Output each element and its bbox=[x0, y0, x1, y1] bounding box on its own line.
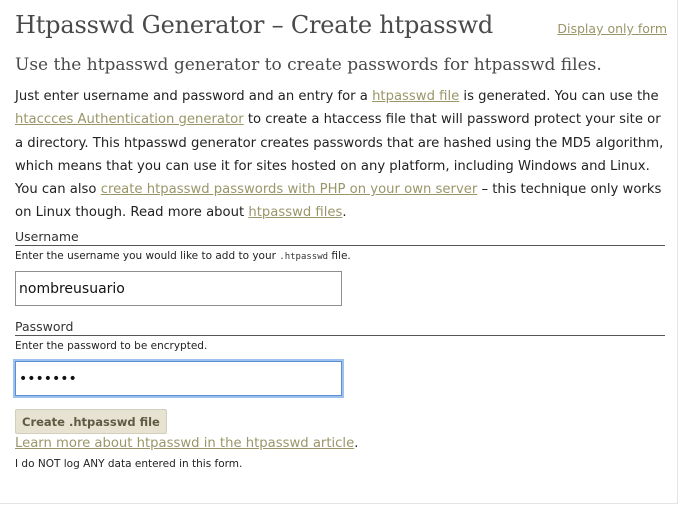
password-label: Password bbox=[15, 319, 665, 336]
create-htpasswd-button[interactable]: Create .htpasswd file bbox=[15, 409, 167, 434]
intro-text: . bbox=[342, 205, 347, 221]
display-only-form-link[interactable]: Display only form bbox=[557, 21, 667, 36]
learn-more-line bbox=[15, 436, 358, 451]
intro-paragraph bbox=[15, 85, 671, 225]
no-log-notice: I do NOT log ANY data entered in this form. bbox=[15, 458, 243, 470]
htpasswd-article-link[interactable]: Learn more about htpasswd in the htpasswd article bbox=[15, 436, 355, 451]
htaccess-auth-generator-link[interactable]: htaccces Authentication generator bbox=[15, 112, 244, 128]
htpasswd-file-link[interactable]: htpasswd file bbox=[372, 89, 460, 104]
page-title: Htpasswd Generator – Create htpasswd bbox=[15, 11, 493, 39]
learn-more-suffix: . bbox=[354, 436, 359, 451]
intro-text: – this technique only works on Linux though. Read more about bbox=[15, 182, 662, 221]
php-htpasswd-link[interactable]: create htpasswd passwords with PHP on your own server bbox=[100, 182, 478, 198]
username-help-text: file. bbox=[328, 250, 351, 262]
username-input[interactable] bbox=[15, 271, 342, 306]
intro-text: to create a htaccess file that will password protect your site or a directory. This htpasswd generator creates passwords that are hashed using the MD5 algorithm, which means that you can use it for sites hosted on any platform, including Windows and Linux. You can also bbox=[15, 112, 664, 198]
username-help-text: Enter the username you would like to add to your bbox=[15, 250, 280, 262]
intro-text: Just enter username and password and an entry for a bbox=[15, 89, 373, 104]
page-subtitle: Use the htpasswd generator to create passwords for htpasswd files. bbox=[15, 55, 602, 75]
username-label: Username bbox=[15, 229, 665, 246]
intro-text: is generated. You can use the bbox=[459, 89, 659, 104]
username-help bbox=[15, 250, 351, 262]
htpasswd-files-link[interactable]: htpasswd files bbox=[248, 205, 343, 221]
password-input[interactable] bbox=[15, 361, 342, 396]
htpasswd-filename: .htpasswd bbox=[279, 252, 329, 262]
password-help: Enter the password to be encrypted. bbox=[15, 340, 208, 352]
